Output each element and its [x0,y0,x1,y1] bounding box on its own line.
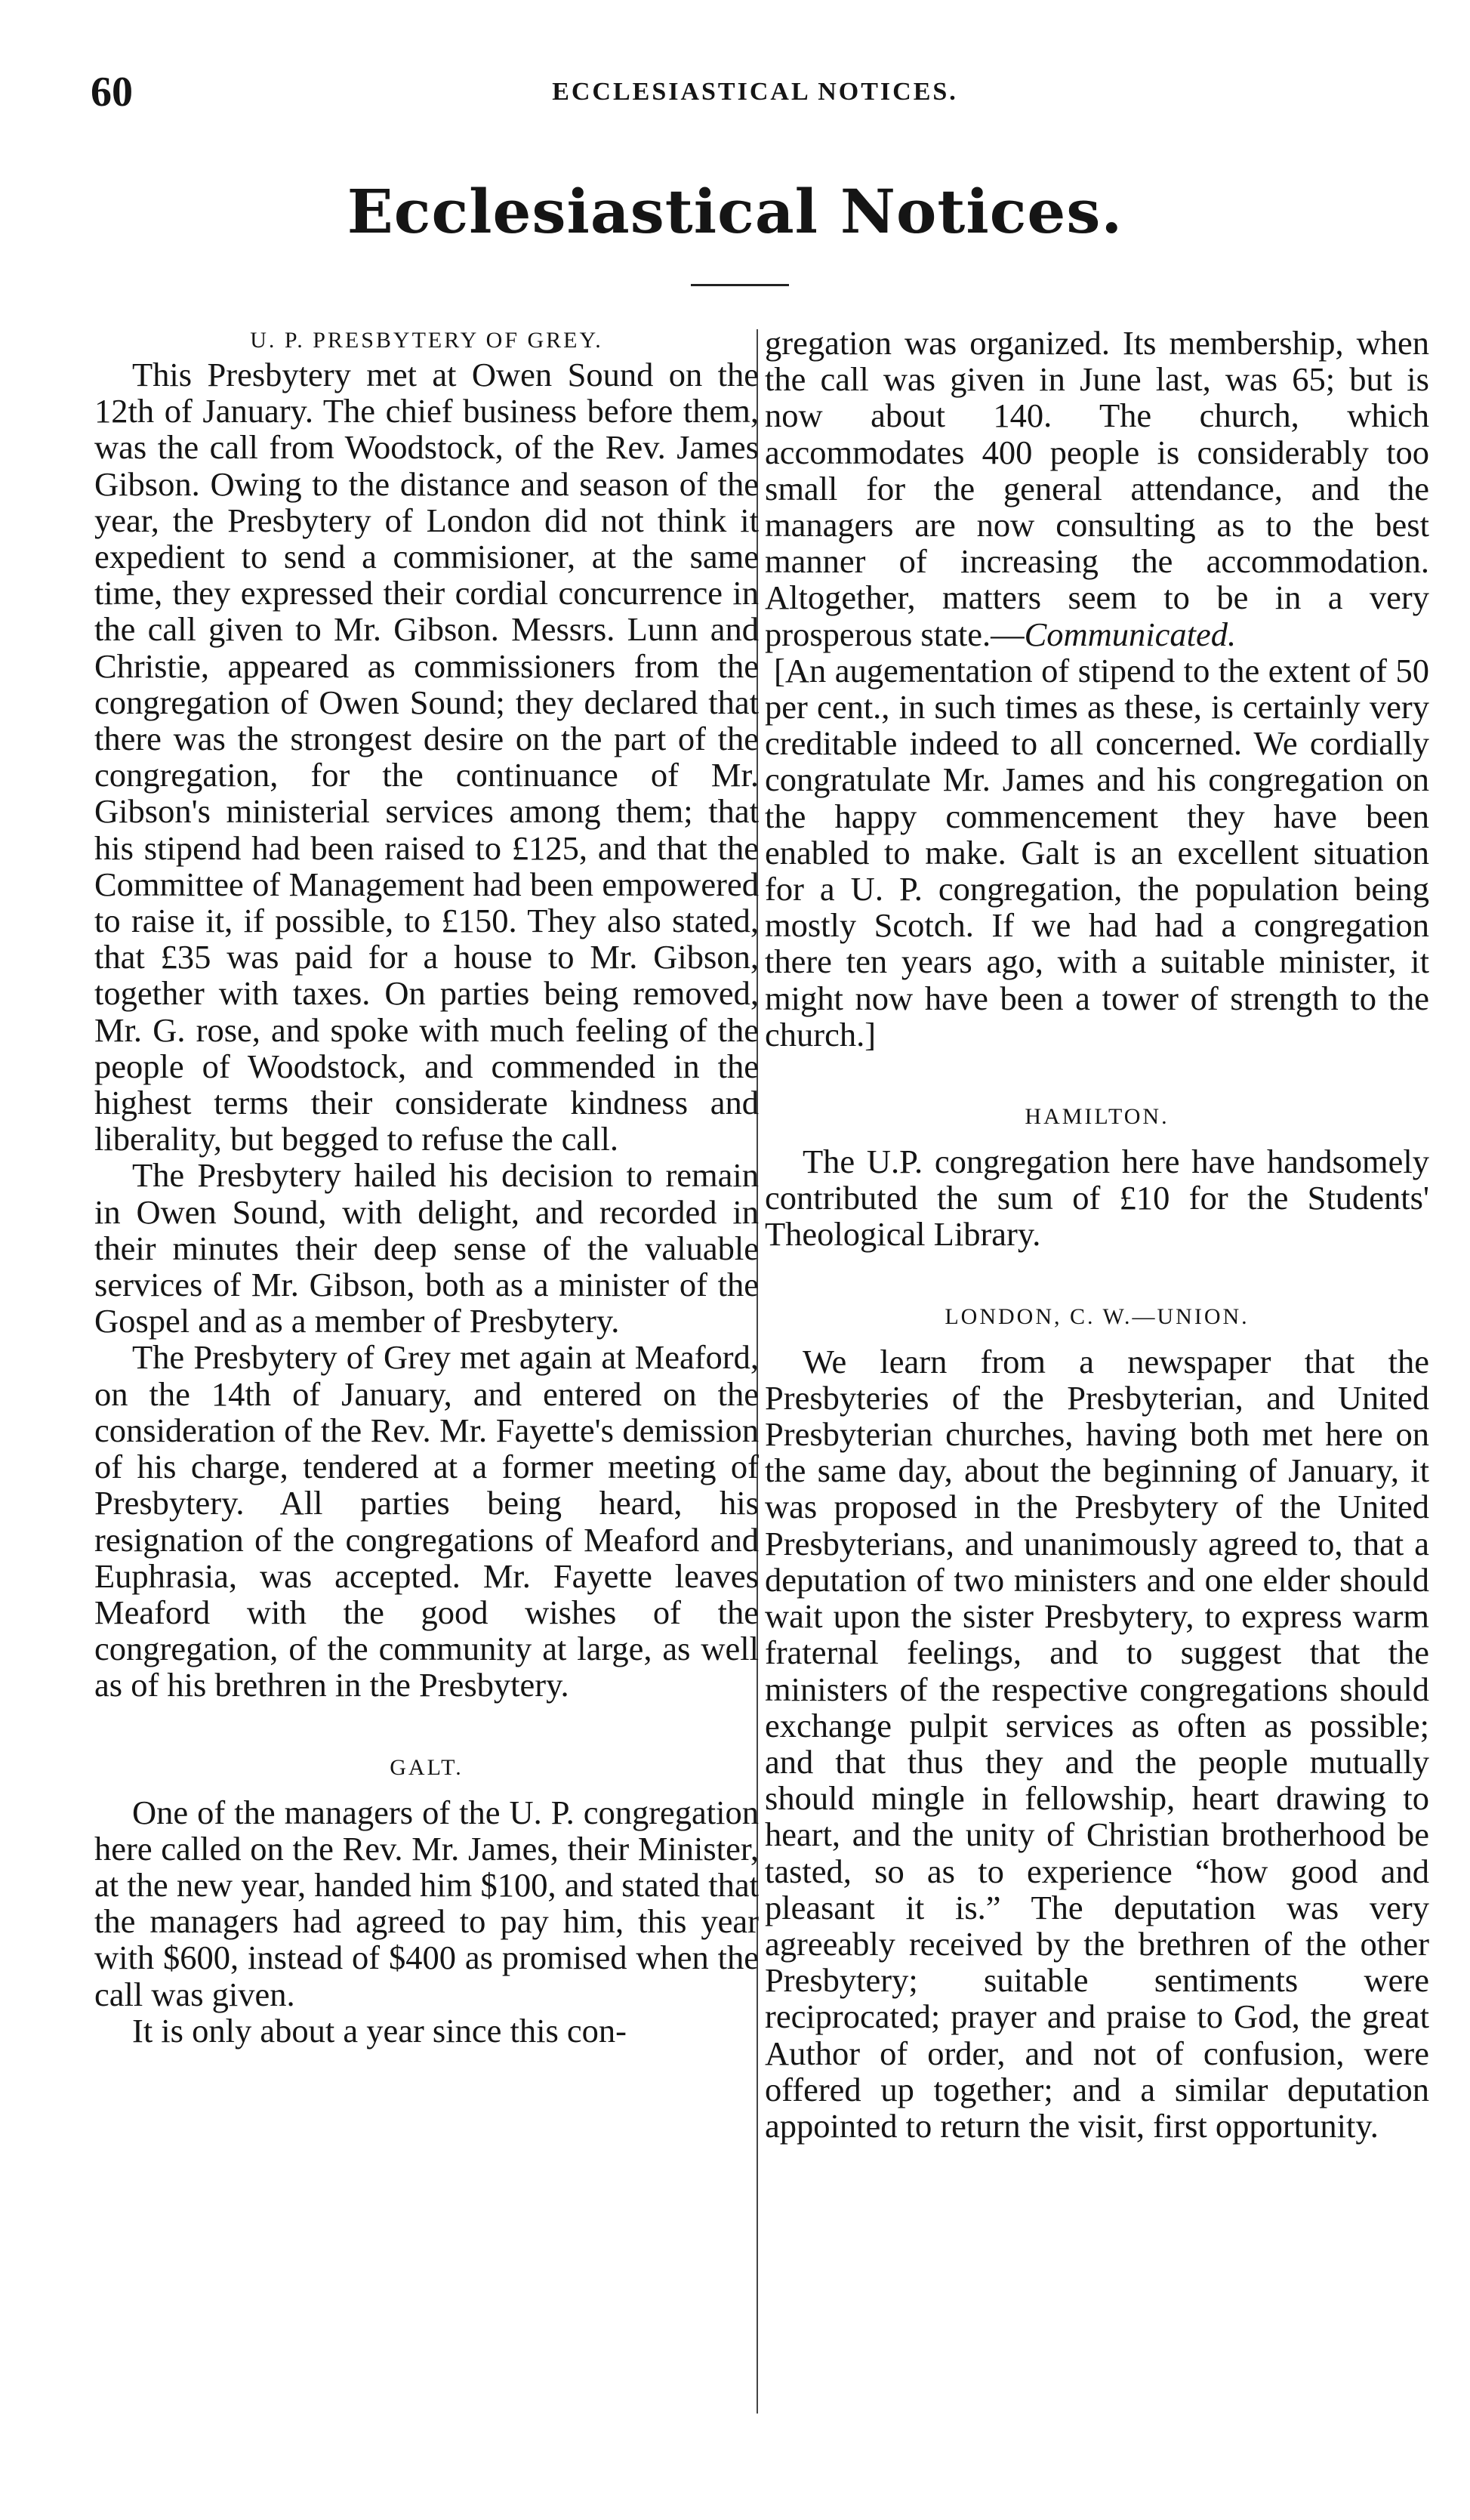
heading-london: LONDON, C. W.—UNION. [945,1303,1250,1329]
galt-paragraph-2-start: It is only about a year since this con- [132,2011,627,2050]
heading-grey: U. P. PRESBYTERY OF GREY. [250,328,603,353]
galt-paragraph-1: One of the managers of the U. P. congregation here called on the Rev. Mr. James, their Minister, at the new year, handed him $100, and stated that the managers had agreed to pay him, this year with $600, instead of $400 as promised when the call was given. [94,1793,759,2013]
heading-hamilton: HAMILTON. [1025,1104,1170,1130]
grey-paragraph-2: The Presbytery hailed his decision to remain in Owen Sound, with delight, and recorded in their minutes their deep sense of the valuable services of Mr. Gibson, both as a minister of the Gospel and as a member of Presbytery. [94,1156,759,1340]
left-column [94,325,759,2049]
running-head [91,69,1419,115]
grey-paragraph-1: This Presbytery met at Owen Sound on the 12th of January. The chief business before them, was the call from Woodstock, of the Rev. James Gibson. Owing to the distance and season of the year, the Presbytery of London did not think it expedient to send a commisioner, at the same time, they expressed their cordial concurrence in the call given to Mr. Gibson. Messrs. Lunn and Christie, appeared as commissioners from the congregation of Owen Sound; they declared that there was the strongest desire on the part of the congregation, for the continuance of Mr. Gibson's ministerial services among them; that his stipend had been raised to £125, and that the Committee of Management had been empowered to raise it, if possible, to £150. They also stated, that £35 was paid for a house to Mr. Gibson, together with taxes. On parties being removed, Mr. G. rose, and spoke with much feeling of the people of Woodstock, and commended in the highest terms their considerate kindness and liberality, but begged to refuse the call. [94,356,759,1158]
page-number: 60 [91,69,133,116]
galt-paragraph-2-text: gregation was organized. Its membership, when the call was given in June last, was 65; but is now about 140. The church, which accommodates 400 people is considerably too small for the general attendance, and the managers are now consulting as to the best manner of increasing the accommodation. Altogether, matters seem to be in a very prosperous state.— [765,324,1429,653]
london-paragraph: We learn from a newspaper that the Presbyteries of the Presbyterian, and United Presbyterian churches, having both met here on the same day, about the beginning of January, it was proposed in the Presbytery of the United Presbyterians, and unanimously agreed to, that a deputation of two ministers and one elder should wait upon the sister Presbytery, to express warm fraternal feelings, and to suggest that the ministers of the respective congregations should exchange pulpit services as often as possible; and that thus they and the people mutually should mingle in fellowship, heart drawing to heart, and the unity of Christian brotherhood be tasted, so as to experience “how good and pleasant it is.” The deputation was very agreeably received by the brethren of the other Presbytery; suitable sentiments were reciprocated; prayer and praise to God, the great Author of order, and not of confusion, were offered up together; and a similar deputation appointed to return the visit, first opportunity. [765,1342,1429,2145]
grey-paragraph-3: The Presbytery of Grey met again at Meaford, on the 14th of January, and entered on the consideration of the Rev. Mr. Fayette's demission of his charge, tendered at a former meeting of Presbytery. All parties being heard, his resignation of the congregations of Meaford and Euphrasia, was accepted. Mr. Fayette leaves Meaford with the good wishes of the congregation, of the community at large, as well as of his brethren in the Presbytery. [94,1338,759,1704]
heading-galt: GALT. [390,1754,464,1780]
communicated-credit: Communicated. [1024,615,1237,653]
editor-note: [An augementation of stipend to the extent of 50 per cent., in such times as these, is certainly very creditable indeed to all concerned. We cordially congratulate Mr. James and his congregation on the happy commencement they have been enabled to make. Galt is an excellent situation for a U. P. congregation, the population being mostly Scotch. If we had had a congregation there ten years ago, with a suitable minister, it might now have been a tower of strength to the church.] [765,651,1429,1053]
running-title: ECCLESIASTICAL NOTICES. [552,78,958,106]
right-column [765,325,1429,2144]
hamilton-paragraph: The U.P. congregation here have handsomely contributed the sum of £10 for the Students' Theological Library. [765,1143,1429,1254]
galt-paragraph-2-continued [765,325,1429,652]
page-title: Ecclesiastical Notices. [347,176,1123,247]
title-divider [691,284,789,286]
